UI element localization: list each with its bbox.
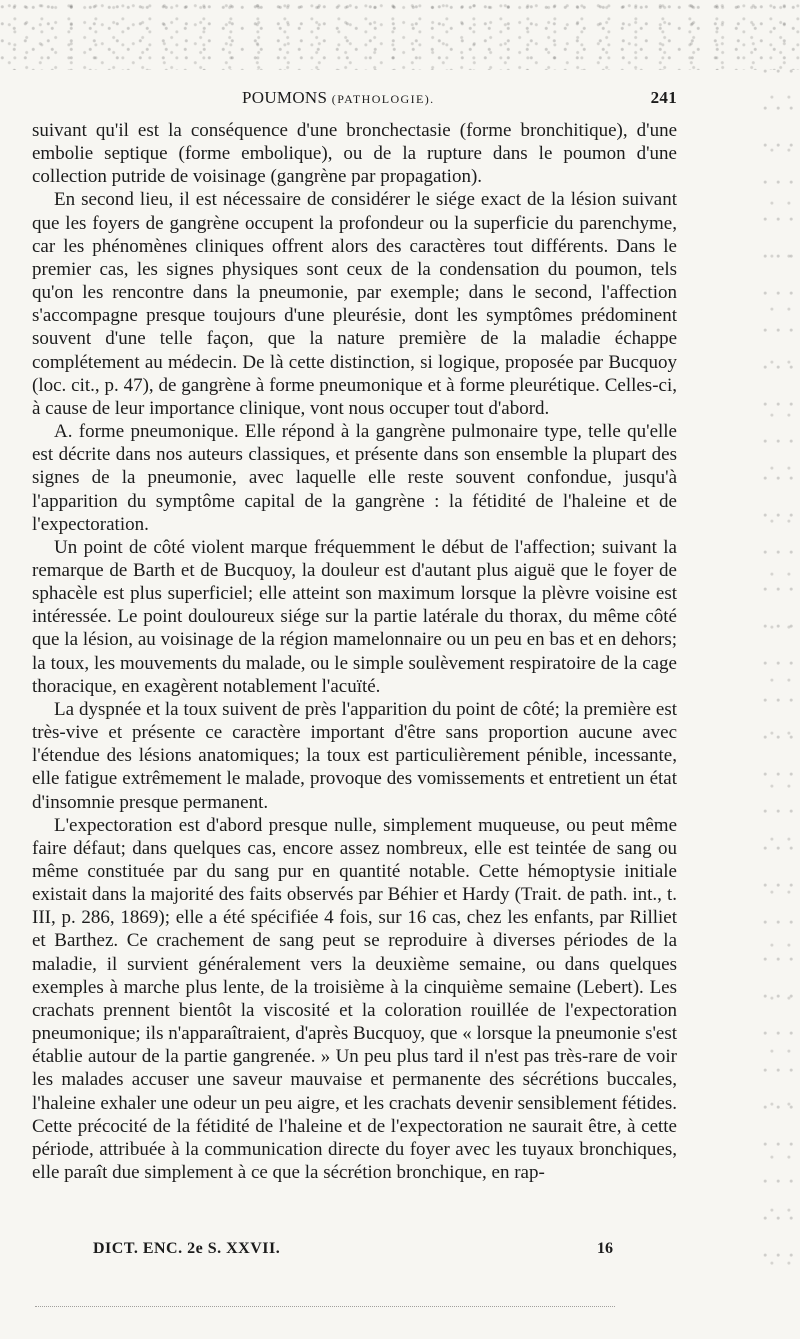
paragraph: En second lieu, il est nécessaire de considérer le siége exact de la lésion suivant que les foyers de gangrène occupent la profondeur ou la superficie du parenchyme, car les phénomènes cliniques offrent alors des caractères tout différents. Dans le premier cas, les signes physiques sont ceux de la condensation du poumon, tels qu'on les rencontre dans la pneumonie, par exemple; dans le second, l'affection s'accompagne presque toujours d'une pleurésie, dont les symptômes prédominent souvent d'une telle façon, que la nature première de la maladie échappe complétement au médecin. De là cette distinction, si logique, proposée par Bucquoy (loc. cit., p. 47), de gangrène à forme pneumonique et à forme pleurétique. Celles-ci, à cause de leur importance clinique, vont nous occuper tout d'abord. — [32, 189, 677, 419]
paragraph: Un point de côté violent marque fréquemment le début de l'affection; suivant la remarque de Barth et de Bucquoy, la douleur est d'autant plus aiguë que le foyer de sphacèle est plus superficiel; elle atteint son maximum lorsque la plèvre voisine est intéressée. Le point douloureux siége sur la partie latérale du thorax, du même côté que la lésion, au voisinage de la région mamelonnaire ou un peu en bas et en dehors; la toux, les mouvements du malade, ou le simple soulèvement respiratoire de la cage thoracique, en exagèrent notablement l'acuïté. — [32, 536, 677, 697]
page-number: 241 — [650, 88, 677, 107]
body-text — [32, 119, 677, 1184]
page-footer — [93, 1240, 613, 1266]
running-title — [242, 88, 435, 108]
bottom-edge-noise — [35, 1306, 615, 1309]
running-title-sub: (PATHOLOGIE). — [331, 92, 435, 106]
running-title-main: POUMONS — [242, 88, 328, 107]
paragraph: A. forme pneumonique. Elle répond à la gangrène pulmonaire type, telle qu'elle est décrite dans nos auteurs classiques, et présente dans son ensemble la plupart des signes de la pneumonie, avec laquelle elle reste souvent confondue, jusqu'à l'apparition du symptôme capital de la gangrène : la fétidité de l'haleine et de l'expectoration. — [32, 421, 677, 535]
signature-mark: DICT. ENC. 2e S. XXVII. — [93, 1240, 281, 1257]
paragraph: L'expectoration est d'abord presque nulle, simplement muqueuse, ou peut même faire défaut; dans quelques cas, encore assez nombreux, elle est teintée de sang ou même constituée par du sang pur en quantité notable. Cette hémoptysie initiale existait dans la majorité des faits observés par Béhier et Hardy (Trait. de path. int., t. III, p. 286, 1869); elle a été spécifiée 4 fois, sur 16 cas, chez les enfants, par Rilliet et Barthez. Ce crachement de sang peut se reproduire à diverses périodes de la maladie, il survient généralement vers la deuxième semaine, ou dans quelques exemples à marche plus lente, de la troisième à la cinquième semaine (Lebert). Les crachats prennent bientôt la viscosité et la coloration rouillée de l'expectoration pneumonique; ils n'apparaîtraient, d'après Bucquoy, que « lorsque la pneumonie s'est établie autour de la partie gangrenée. » Un peu plus tard il n'est pas très-rare de voir les malades accuser une saveur mauvaise et permanente des sécrétions buccales, l'haleine exhaler une odeur un peu aigre, et les crachats devenir sensiblement fétides. Cette précocité de la fétidité de l'haleine et de l'expectoration ne saurait être, à cette période, attribuée à la communication directe du foyer avec les tuyaux bronchiques, elle paraît due simplement à ce que la sécrétion bronchique, en rap- — [32, 814, 677, 1184]
scan-noise-right — [760, 60, 800, 1280]
running-header — [32, 88, 677, 114]
paragraph: La dyspnée et la toux suivent de près l'apparition du point de côté; la première est très-vive et présente ce caractère important d'être sans proportion aucune avec l'étendue des lésions anatomiques; la toux est particulièrement pénible, incessante, elle fatigue extrêmement le malade, provoque des vomissements et entretient un état d'insomnie presque permanent. — [32, 698, 677, 813]
scan-noise-top — [0, 0, 800, 70]
paragraph: suivant qu'il est la conséquence d'une bronchectasie (forme bronchitique), d'une embolie septique (forme embolique), ou de la rupture dans le poumon d'une collection putride de voisinage (gangrène par propagation). — [32, 120, 677, 188]
sheet-number: 16 — [597, 1240, 613, 1257]
